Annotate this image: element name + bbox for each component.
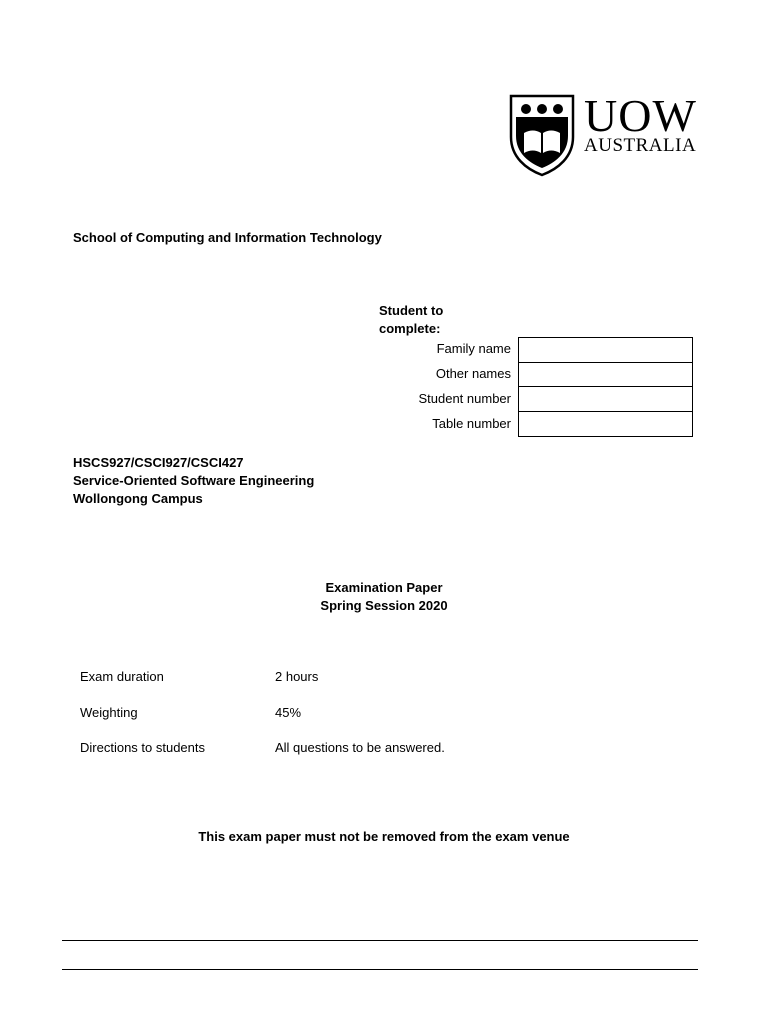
table-number-field[interactable]: [518, 412, 693, 437]
directions-label: Directions to students: [80, 740, 206, 755]
exam-heading: [0, 579, 768, 615]
uow-crest-icon: [508, 93, 576, 177]
exam-title: Examination Paper: [325, 580, 443, 595]
subject-title: Service-Oriented Software Engineering: [73, 473, 315, 488]
family-name-field[interactable]: [518, 337, 693, 363]
footer-divider-top: [62, 940, 698, 941]
table-number-row: [400, 412, 693, 437]
logo-wordmark: UOW: [584, 90, 697, 141]
subject-code: HSCS927/CSCI927/CSCI427: [73, 455, 244, 470]
logo-subtitle: AUSTRALIA: [584, 135, 697, 156]
school-name: School of Computing and Information Technology: [73, 230, 382, 245]
weighting-value: 45%: [275, 705, 302, 720]
exam-session: Spring Session 2020: [320, 598, 448, 613]
subject-campus: Wollongong Campus: [73, 491, 203, 506]
uow-logo: [508, 90, 708, 177]
student-number-row: [400, 387, 693, 412]
table-number-label: Table number: [432, 416, 511, 431]
subject-block: [73, 454, 314, 508]
student-number-field[interactable]: [518, 387, 693, 412]
directions-value: All questions to be answered.: [275, 740, 445, 755]
exam-venue-notice: This exam paper must not be removed from the exam venue: [198, 829, 570, 844]
student-number-label: Student number: [418, 391, 511, 406]
footer-divider-bottom: [62, 969, 698, 970]
family-name-row: [400, 337, 693, 362]
other-names-row: [400, 362, 693, 387]
family-name-label: Family name: [436, 341, 511, 356]
other-names-field[interactable]: [518, 362, 693, 387]
weighting-label: Weighting: [80, 705, 138, 720]
exam-duration-value: 2 hours: [275, 669, 319, 684]
other-names-label: Other names: [435, 366, 511, 381]
student-form-heading: Student to complete:: [379, 303, 444, 336]
exam-duration-label: Exam duration: [80, 669, 164, 684]
